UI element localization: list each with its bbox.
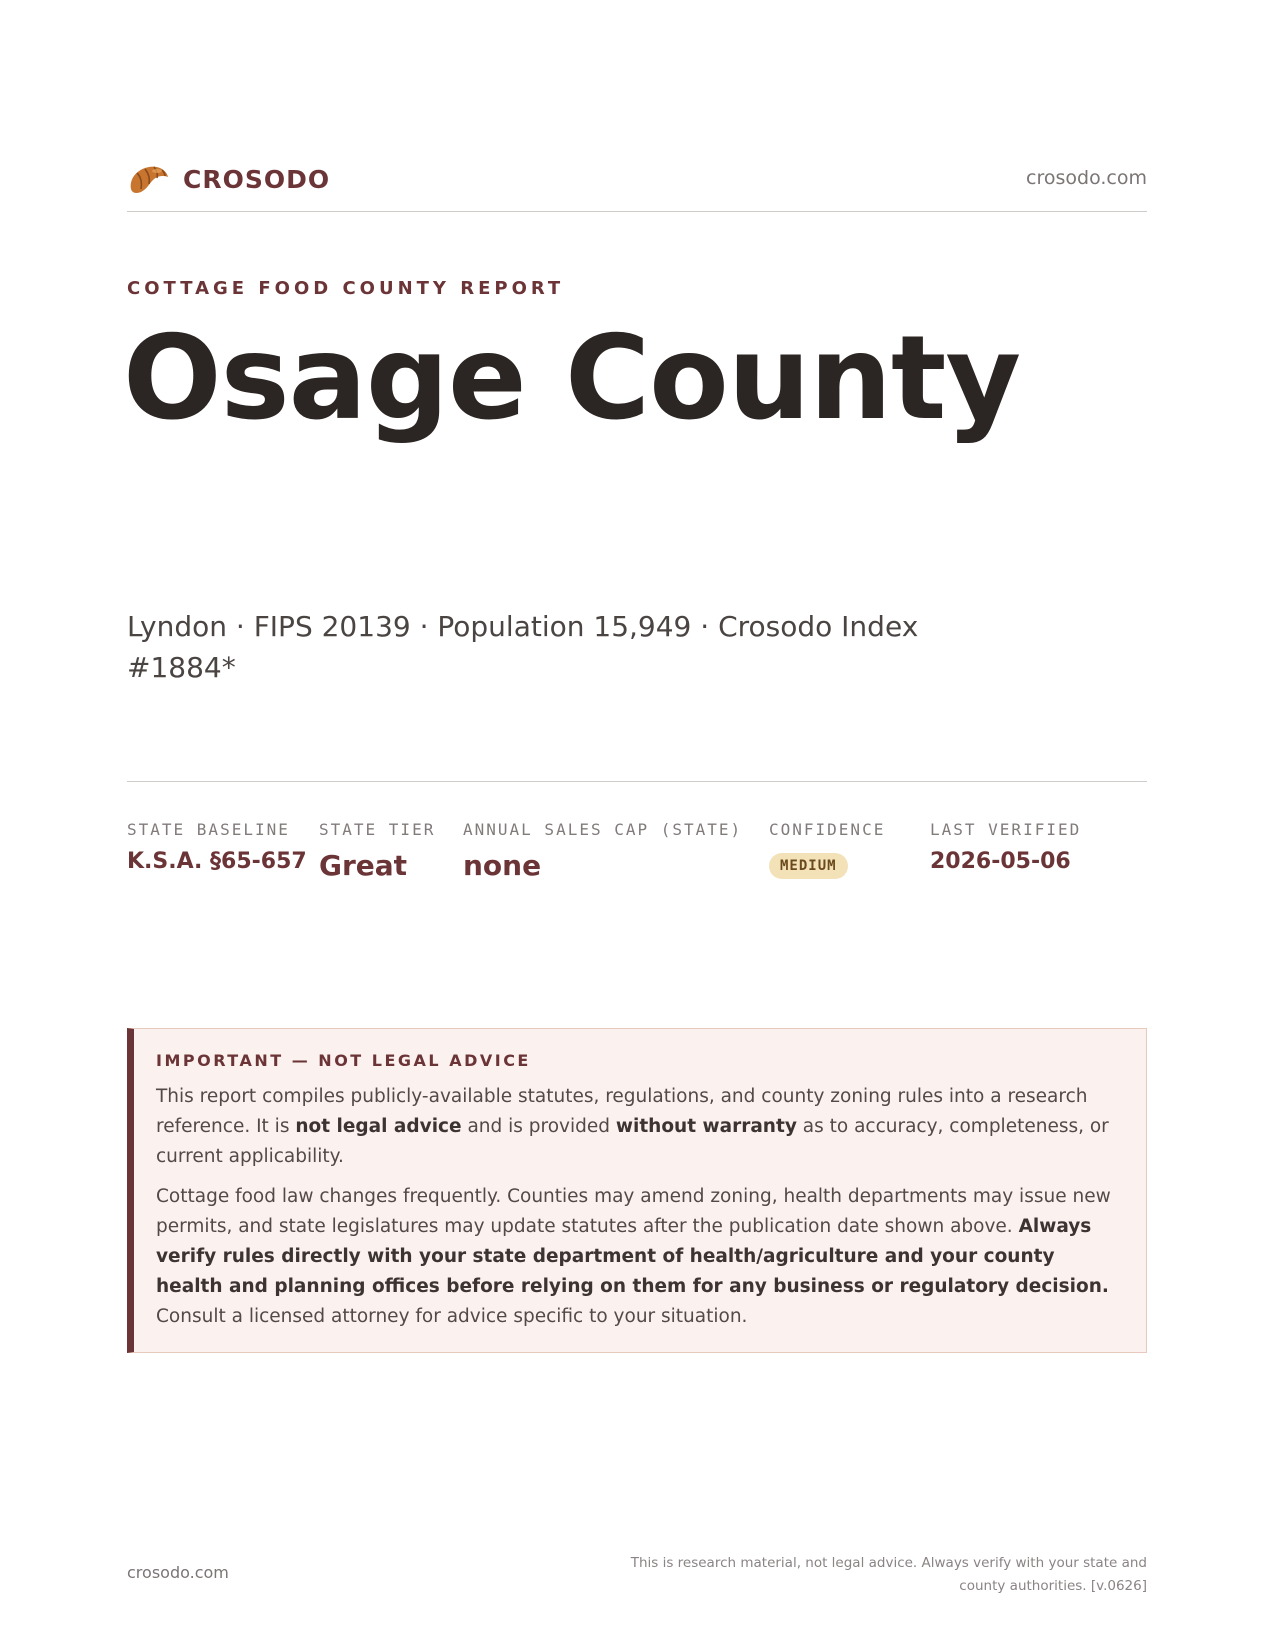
site-link[interactable]: crosodo.com <box>1026 167 1147 189</box>
notice-title: IMPORTANT — NOT LEGAL ADVICE <box>156 1051 531 1070</box>
header <box>127 155 1147 212</box>
stat-annual-sales-cap <box>463 820 742 882</box>
notice-emphasis: not legal advice <box>295 1116 462 1137</box>
stat-label: CONFIDENCE <box>769 820 886 839</box>
stat-label: LAST VERIFIED <box>930 820 1082 839</box>
notice-emphasis: Always verify rules directly with your state department of health/agriculture and your county health and planning offices before relying on them for any business or regulatory decision. <box>156 1216 1109 1297</box>
legal-notice <box>127 1028 1147 1353</box>
report-page <box>123 0 1147 1650</box>
notice-paragraph <box>156 1082 1124 1172</box>
brand[interactable] <box>127 159 330 199</box>
stat-value: none <box>463 849 542 882</box>
notice-text: as to accuracy, completeness, or current applicability. <box>156 1116 1109 1167</box>
stat-label: ANNUAL SALES CAP (STATE) <box>463 820 743 839</box>
county-meta: Lyndon · FIPS 20139 · Population 15,949 · Crosodo Index #1884* <box>127 610 919 684</box>
stat-value: K.S.A. §65-657 <box>127 849 307 874</box>
notice-text: Cottage food law changes frequently. Counties may amend zoning, health departments may issue new permits, and state legislatures may update statutes after the publication date shown above. <box>156 1186 1111 1237</box>
croissant-icon <box>127 159 171 199</box>
notice-paragraph <box>156 1182 1124 1332</box>
stat-state-baseline <box>127 820 307 874</box>
brand-name: CROSODO <box>183 164 331 194</box>
stat-confidence <box>769 820 885 879</box>
page-title: Osage County <box>123 311 1021 446</box>
report-eyebrow: COTTAGE FOOD COUNTY REPORT <box>127 278 565 299</box>
notice-emphasis: without warranty <box>615 1116 797 1137</box>
stat-value: Great <box>319 849 408 882</box>
stat-label: STATE BASELINE <box>127 820 290 839</box>
stat-value: 2026-05-06 <box>930 849 1071 874</box>
stat-last-verified <box>930 820 1081 874</box>
footer-site[interactable]: crosodo.com <box>127 1563 229 1582</box>
notice-text: Consult a licensed attorney for advice specific to your situation. <box>156 1306 748 1327</box>
notice-text: This report compiles publicly-available statutes, regulations, and county zoning rules into a research reference. It is <box>156 1086 1088 1137</box>
notice-text: and is provided <box>461 1116 616 1137</box>
stat-label: STATE TIER <box>319 820 436 839</box>
stats-row <box>127 781 1147 882</box>
footer-disclaimer: This is research material, not legal advice. Always verify with your state and county authorities. [v.0626] <box>630 1555 1147 1594</box>
confidence-badge: MEDIUM <box>769 853 848 879</box>
stat-state-tier <box>319 820 435 882</box>
